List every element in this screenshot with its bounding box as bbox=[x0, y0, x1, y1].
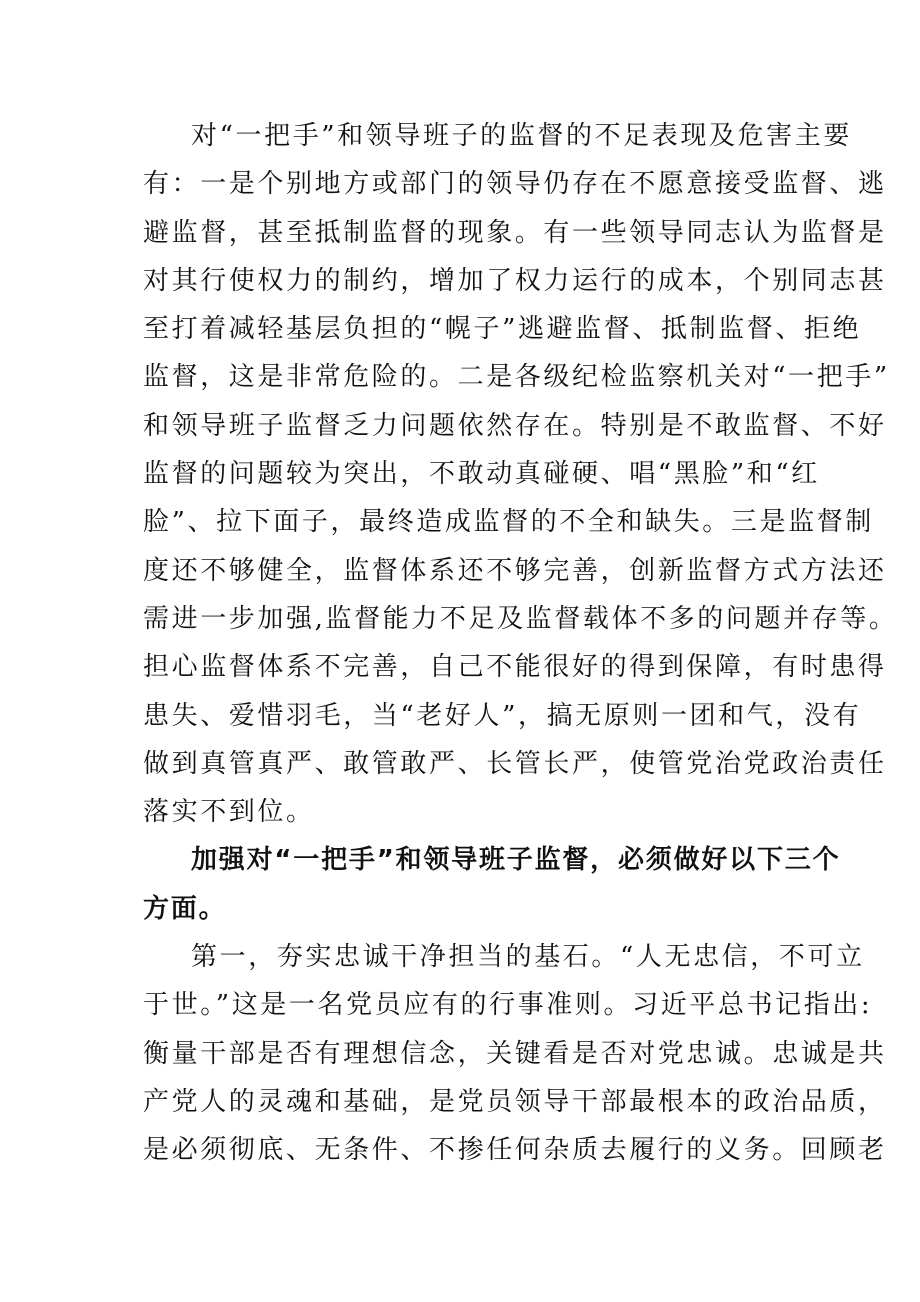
section-heading-line-2: 方面。 bbox=[143, 893, 227, 924]
document-body bbox=[143, 112, 898, 1175]
paragraph-1-line-14: 做到真管真严、敢管敢严、长管长严，使管党治党政治责任 bbox=[143, 748, 887, 779]
paragraph-1-line-13: 患失、爱惜羽毛，当“老好人”，搞无原则一团和气，没有 bbox=[143, 700, 862, 731]
paragraph-1-line-2: 有：一是个别地方或部门的领导仍存在不愿意接受监督、逃 bbox=[143, 169, 887, 200]
paragraph-1-line-7: 和领导班子监督乏力问题依然存在。特别是不敢监督、不好 bbox=[143, 410, 887, 441]
paragraph-2-line-3: 衡量干部是否有理想信念，关键看是否对党忠诚。忠诚是共 bbox=[143, 1038, 887, 1069]
paragraph-1-line-4: 对其行使权力的制约，增加了权力运行的成本，个别同志甚 bbox=[143, 265, 887, 296]
paragraph-1-line-9: 脸”、拉下面子，最终造成监督的不全和缺失。三是监督制 bbox=[143, 507, 874, 538]
paragraph-1-line-3: 避监督，甚至抵制监督的现象。有一些领导同志认为监督是 bbox=[143, 217, 887, 248]
paragraph-1-line-5: 至打着减轻基层负担的“幌子”逃避监督、抵制监督、拒绝 bbox=[143, 314, 862, 345]
paragraph-1-line-11: 需进一步加强,监督能力不足及监督载体不多的问题并存等。 bbox=[143, 603, 898, 634]
paragraph-2-line-5: 是必须彻底、无条件、不掺任何杂质去履行的义务。回顾老 bbox=[143, 1135, 887, 1166]
paragraph-2-line-2: 于世。”这是一名党员应有的行事准则。习近平总书记指出: bbox=[143, 990, 873, 1021]
paragraph-1-line-10: 度还不够健全，监督体系还不够完善，创新监督方式方法还 bbox=[143, 555, 887, 586]
paragraph-1-line-1: 对“一把手”和领导班子的监督的不足表现及危害主要 bbox=[191, 121, 852, 151]
paragraph-1-line-6: 监督，这是非常危险的。二是各级纪检监察机关对“一把手” bbox=[143, 362, 890, 393]
paragraph-2-line-1: 第一，夯实忠诚干净担当的基石。“人无忠信，不可立 bbox=[191, 942, 865, 973]
paragraph-2-line-4: 产党人的灵魂和基础，是党员领导干部最根本的政治品质， bbox=[143, 1086, 887, 1117]
section-heading-line-1: 加强对“一把手”和领导班子监督，必须做好以下三个 bbox=[191, 845, 841, 876]
paragraph-1-line-15: 落实不到位。 bbox=[143, 797, 315, 828]
paragraph-1-line-12: 担心监督体系不完善，自己不能很好的得到保障，有时患得 bbox=[143, 652, 887, 683]
paragraph-1-line-8: 监督的问题较为突出，不敢动真碰硬、唱“黑脸”和“红 bbox=[143, 459, 820, 490]
